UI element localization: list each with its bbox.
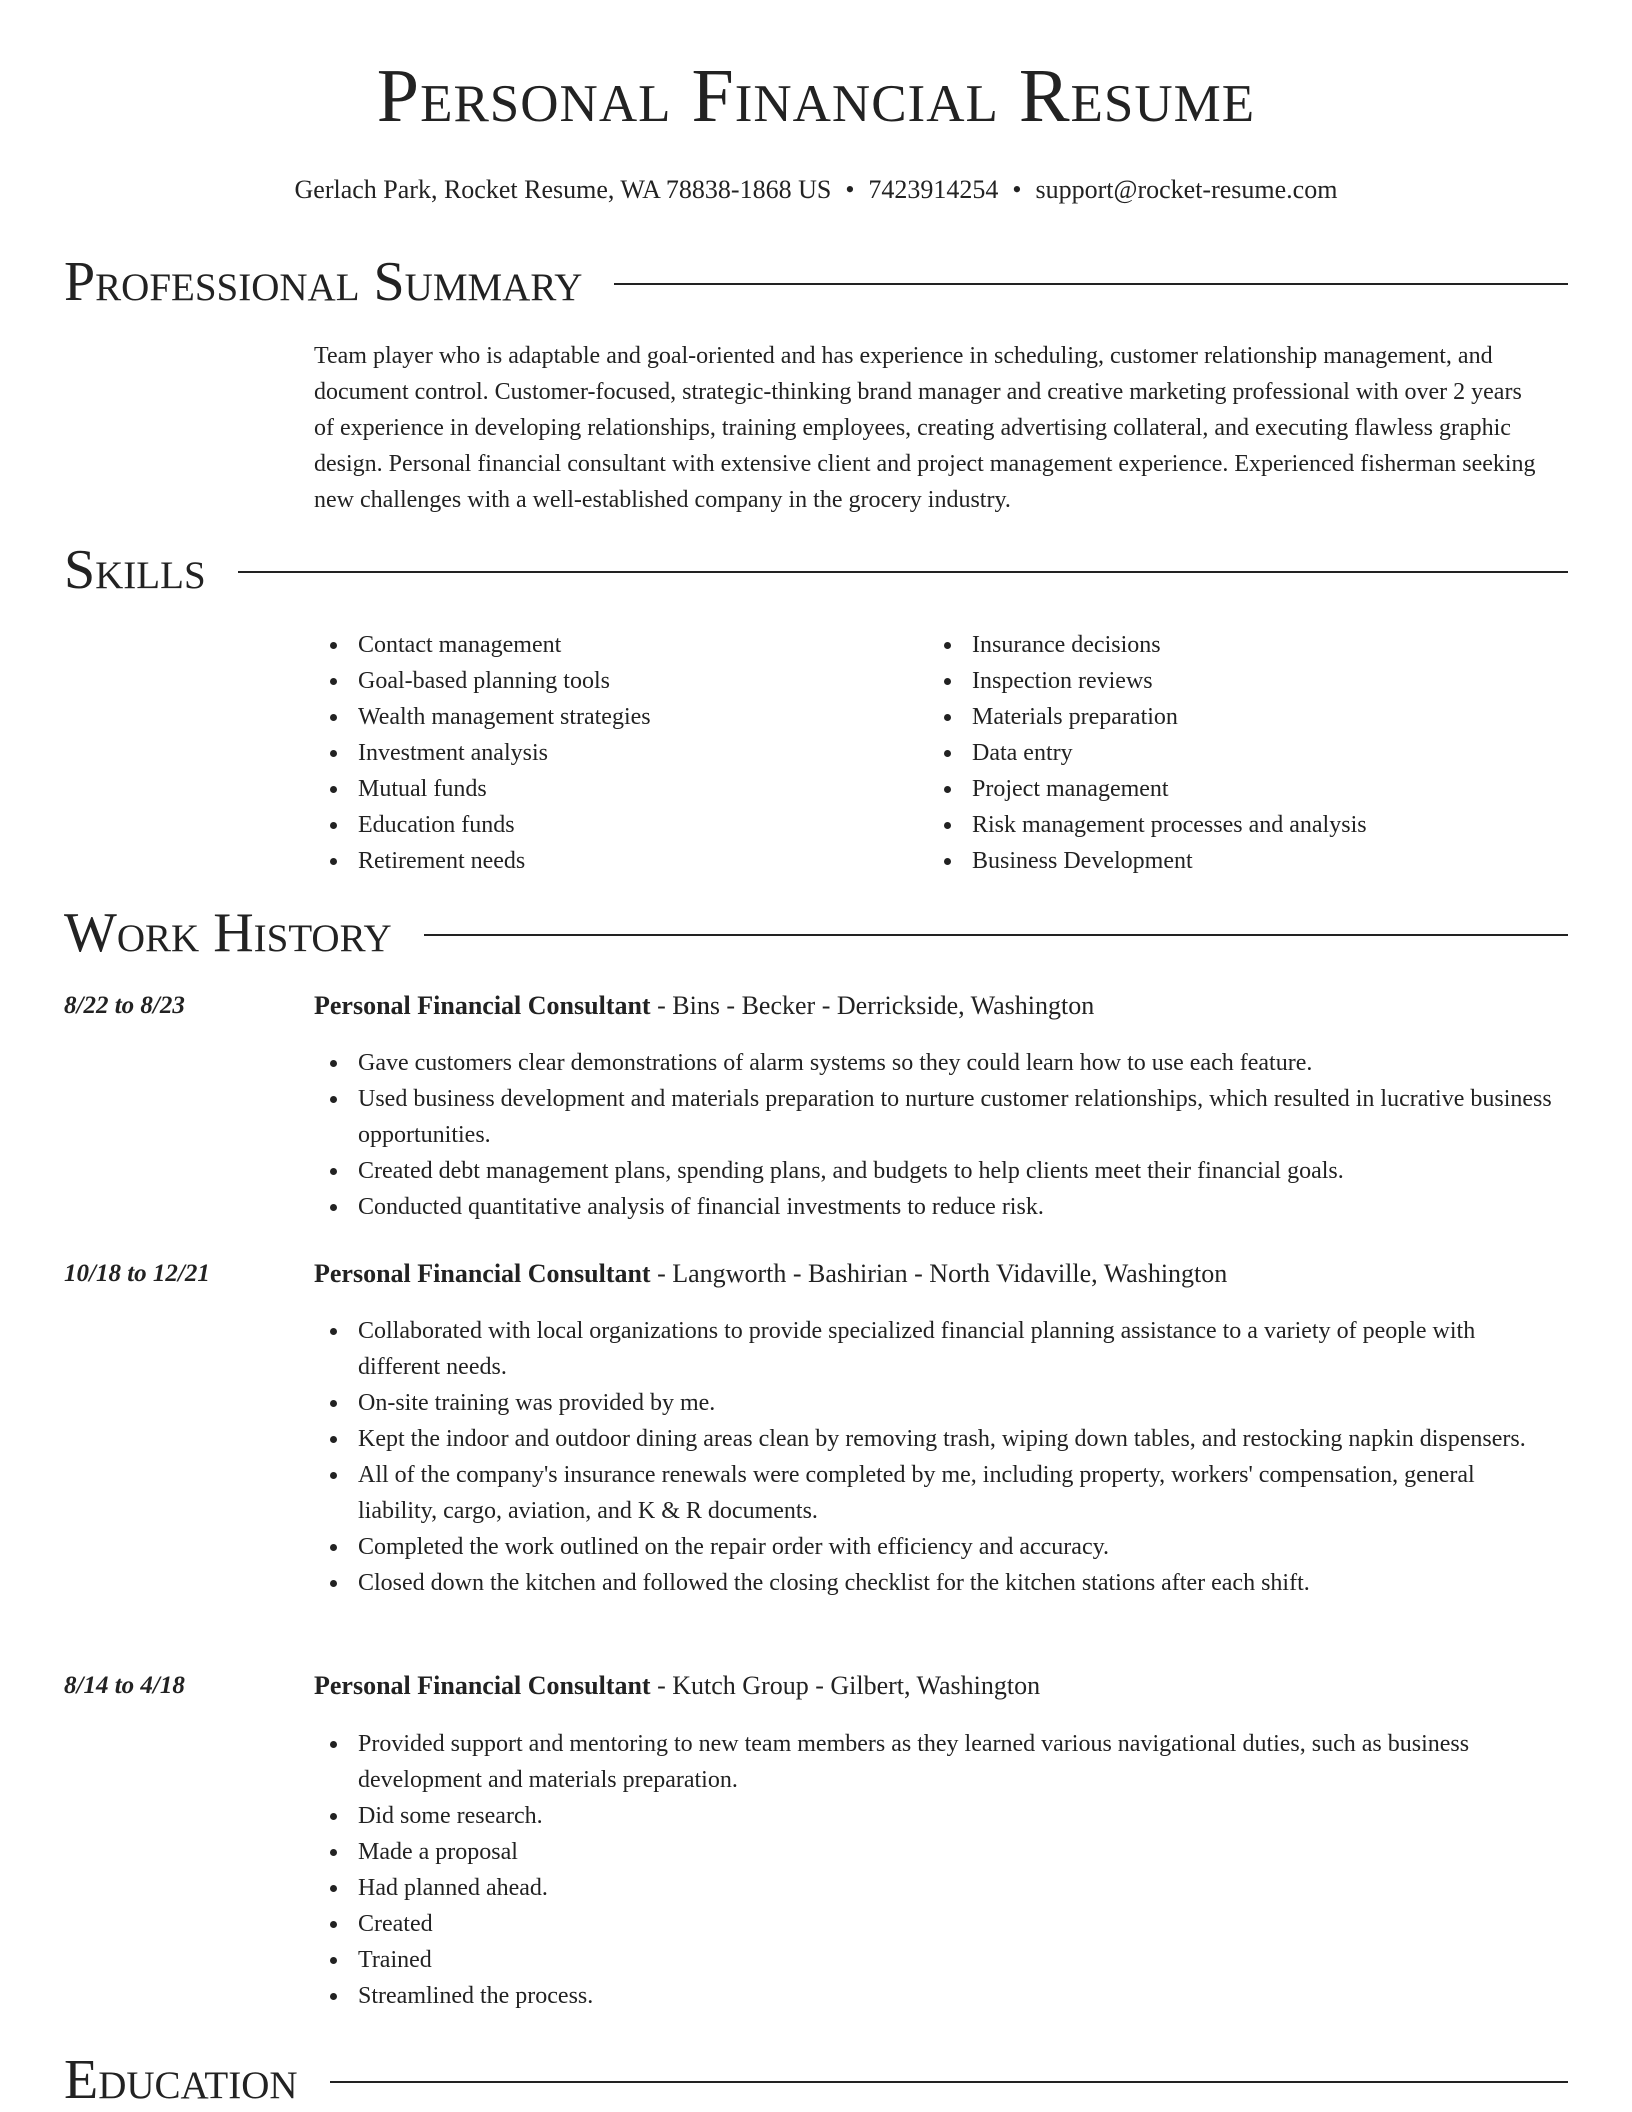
contact-email[interactable]: support@rocket-resume.com xyxy=(1035,175,1338,204)
contact-line xyxy=(0,174,1632,205)
contact-address: Gerlach Park, Rocket Resume, WA 78838-1868 US xyxy=(294,175,832,204)
job-bullet: Streamlined the process. xyxy=(314,1978,1554,2014)
job-dates: 8/14 to 4/18 xyxy=(64,1672,185,1699)
job-header xyxy=(314,1668,1040,1704)
skill-item: Education funds xyxy=(314,807,651,843)
skill-item: Contact management xyxy=(314,627,651,663)
work-section-header xyxy=(64,902,1568,964)
skill-item: Business Development xyxy=(928,843,1367,879)
skills-heading: Skills xyxy=(64,539,206,601)
job-bullet-list xyxy=(314,1313,1554,1601)
job-bullet: All of the company's insurance renewals were completed by me, including property, workers' compensation, general liability, cargo, aviation, and K & R documents. xyxy=(314,1457,1554,1529)
job-header xyxy=(314,1256,1227,1292)
job-bullet-list xyxy=(314,1045,1554,1225)
job-title: Personal Financial Consultant xyxy=(314,991,651,1020)
skill-item: Mutual funds xyxy=(314,771,651,807)
job-bullet: Did some research. xyxy=(314,1798,1554,1834)
job-bullet: Used business development and materials preparation to nurture customer relationships, which resulted in lucrative business opportunities. xyxy=(314,1081,1554,1153)
job-dates: 8/22 to 8/23 xyxy=(64,992,185,1019)
skill-item: Goal-based planning tools xyxy=(314,663,651,699)
job-bullet: Conducted quantitative analysis of financial investments to reduce risk. xyxy=(314,1189,1554,1225)
skill-item: Insurance decisions xyxy=(928,627,1367,663)
job-bullet: Made a proposal xyxy=(314,1834,1554,1870)
job-company: - Langworth - Bashirian - North Vidaville, Washington xyxy=(650,1259,1228,1288)
job-bullet: Collaborated with local organizations to provide specialized financial planning assistance to a variety of people with different needs. xyxy=(314,1313,1554,1385)
job-bullet: Completed the work outlined on the repair order with efficiency and accuracy. xyxy=(314,1529,1554,1565)
education-heading: Education xyxy=(64,2049,298,2111)
job-dates: 10/18 to 12/21 xyxy=(64,1260,210,1287)
skill-item: Retirement needs xyxy=(314,843,651,879)
job-bullet: Kept the indoor and outdoor dining areas clean by removing trash, wiping down tables, and restocking napkin dispensers. xyxy=(314,1421,1554,1457)
summary-section-header xyxy=(64,251,1568,313)
skills-list-left xyxy=(314,627,651,879)
job-bullet: Trained xyxy=(314,1942,1554,1978)
skill-item: Wealth management strategies xyxy=(314,699,651,735)
skills-section-header xyxy=(64,539,1568,601)
job-bullet-list xyxy=(314,1726,1554,2014)
skill-item: Materials preparation xyxy=(928,699,1367,735)
contact-phone: 7423914254 xyxy=(868,175,999,204)
job-bullet: Created debt management plans, spending plans, and budgets to help clients meet their financial goals. xyxy=(314,1153,1554,1189)
job-title: Personal Financial Consultant xyxy=(314,1671,651,1700)
job-company: - Kutch Group - Gilbert, Washington xyxy=(650,1671,1041,1700)
summary-heading: Professional Summary xyxy=(64,251,583,313)
skill-item: Inspection reviews xyxy=(928,663,1367,699)
skill-item: Project management xyxy=(928,771,1367,807)
job-title: Personal Financial Consultant xyxy=(314,1259,651,1288)
job-header xyxy=(314,988,1094,1024)
contact-separator: • xyxy=(845,175,855,204)
skill-item: Investment analysis xyxy=(314,735,651,771)
section-divider xyxy=(614,283,1568,285)
job-bullet: Provided support and mentoring to new team members as they learned various navigational duties, such as business development and materials preparation. xyxy=(314,1726,1554,1798)
job-bullet: Created xyxy=(314,1906,1554,1942)
education-section-header xyxy=(64,2049,1568,2111)
job-bullet: Gave customers clear demonstrations of alarm systems so they could learn how to use each feature. xyxy=(314,1045,1554,1081)
resume-title: Personal Financial Resume xyxy=(376,54,1256,138)
summary-paragraph: Team player who is adaptable and goal-oriented and has experience in scheduling, customer relationship management, and document control. Customer-focused, strategic-thinking brand manager and creative marketing professional with over 2 years of experience in developing relationships, training employees, creating advertising collateral, and executing flawless graphic design. Personal financial consultant with extensive client and project management experience. Experienced fisherman seeking new challenges with a well-established company in the grocery industry. xyxy=(314,343,1536,513)
job-bullet: Closed down the kitchen and followed the closing checklist for the kitchen stations after each shift. xyxy=(314,1565,1554,1601)
skill-item: Risk management processes and analysis xyxy=(928,807,1367,843)
section-divider xyxy=(424,934,1568,936)
work-heading: Work History xyxy=(64,902,392,964)
skills-list-right xyxy=(928,627,1367,879)
job-company: - Bins - Becker - Derrickside, Washington xyxy=(650,991,1095,1020)
job-bullet: On-site training was provided by me. xyxy=(314,1385,1554,1421)
section-divider xyxy=(330,2081,1568,2083)
skill-item: Data entry xyxy=(928,735,1367,771)
contact-separator: • xyxy=(1012,175,1022,204)
job-bullet: Had planned ahead. xyxy=(314,1870,1554,1906)
section-divider xyxy=(238,571,1568,573)
